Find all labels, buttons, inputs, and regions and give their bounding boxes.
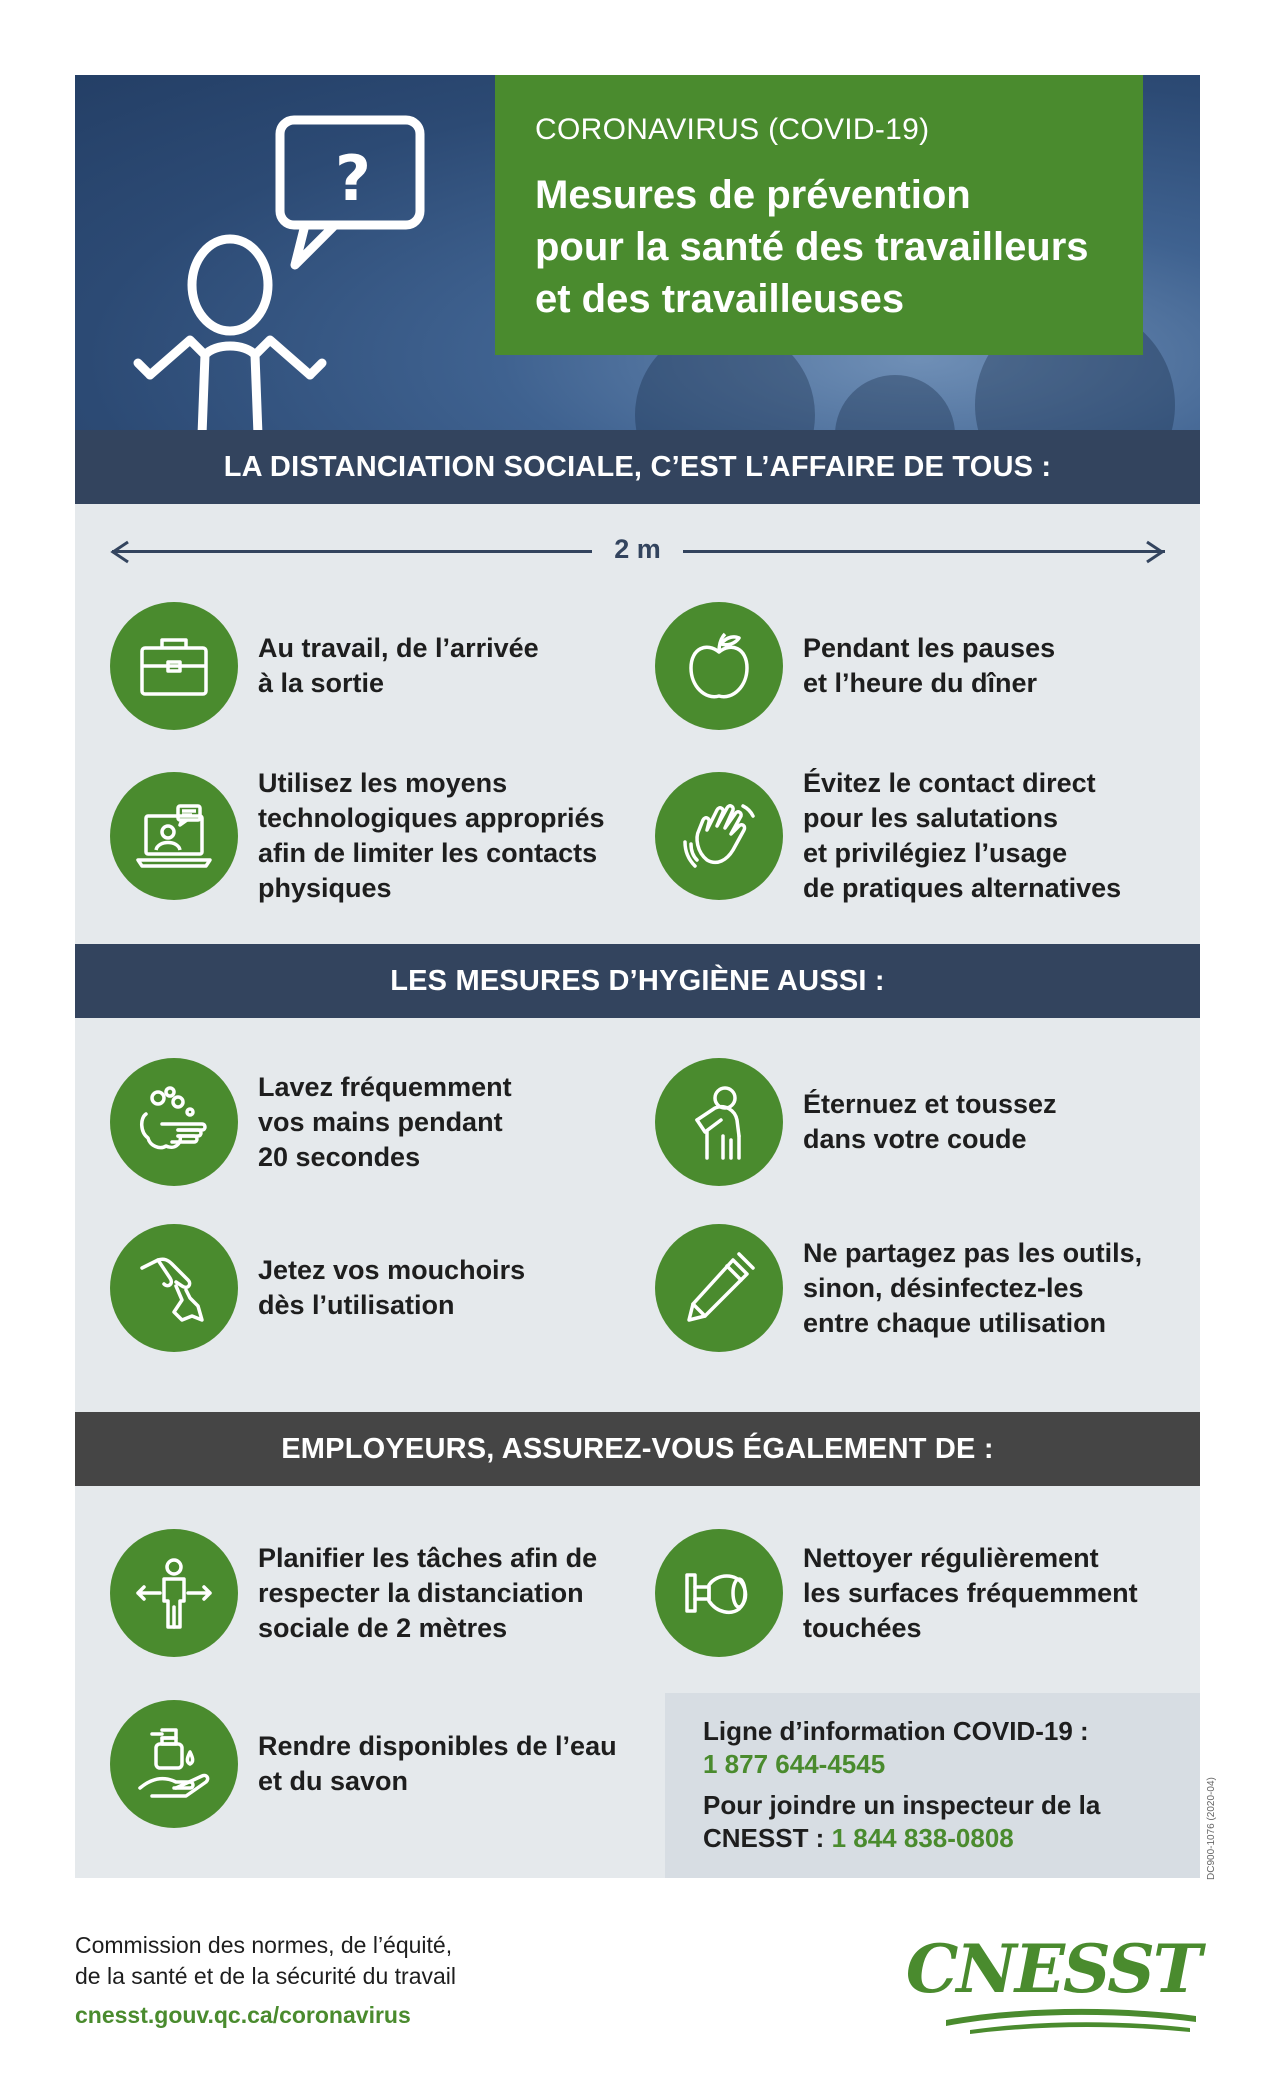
text-line: afin de limiter les contacts <box>258 838 598 868</box>
person-question-icon <box>130 115 430 430</box>
info-line-label: Pour joindre un inspecteur de la <box>703 1790 1101 1820</box>
text-line: touchées <box>803 1612 922 1643</box>
item-text <box>803 1087 1057 1157</box>
text-line: 20 secondes <box>258 1141 421 1172</box>
org-line: Commission des normes, de l’équité, <box>75 1932 453 1958</box>
info-label-cnesst: CNESST : <box>703 1823 832 1853</box>
text-line: Planifier les tâches afin de <box>258 1542 598 1573</box>
text-line: physiques <box>258 873 392 903</box>
text-line: Pendant les pauses <box>803 633 1056 663</box>
list-item <box>110 1700 655 1828</box>
text-line: technologiques appropriés <box>258 803 605 833</box>
distance-indicator <box>75 504 1200 596</box>
org-line: de la santé et de la sécurité du travail <box>75 1963 457 1989</box>
text-line: Ne partagez pas les outils, <box>803 1237 1143 1268</box>
list-item <box>110 596 655 736</box>
text-line: et privilégiez l’usage <box>803 838 1068 868</box>
text-line: pour les salutations <box>803 803 1059 833</box>
document-number: DC900-1076 (2020-04) <box>1206 1777 1217 1880</box>
distance-label: 2 m <box>614 534 661 564</box>
text-line: Éternuez et toussez <box>803 1089 1057 1119</box>
logo-wordmark: CNESST <box>905 1930 1200 2008</box>
section-header-employers: EMPLOYEURS, ASSUREZ-VOUS ÉGALEMENT DE : <box>75 1412 1200 1486</box>
item-text <box>258 1729 617 1799</box>
text-line: respecter la distanciation <box>258 1577 584 1608</box>
list-item <box>655 1224 1200 1352</box>
briefcase-icon <box>110 602 238 730</box>
laptop-video-icon <box>110 772 238 900</box>
distancing-grid <box>75 596 1200 936</box>
text-line: Nettoyer régulièrement <box>803 1542 1099 1573</box>
text-line: Jetez vos mouchoirs <box>258 1255 526 1285</box>
text-line: vos mains pendant <box>258 1106 503 1137</box>
tissue-icon <box>110 1224 238 1352</box>
text-line: Rendre disponibles de l’eau <box>258 1731 617 1761</box>
list-item <box>110 1224 655 1352</box>
headline <box>535 169 1103 325</box>
list-item <box>110 1529 655 1657</box>
list-item <box>655 1058 1200 1186</box>
hand-washing-icon <box>110 1058 238 1186</box>
website-link[interactable]: cnesst.gouv.qc.ca/coronavirus <box>75 2002 411 2028</box>
pen-tool-icon <box>655 1224 783 1352</box>
item-text <box>803 766 1121 906</box>
hero-banner <box>75 75 1200 430</box>
text-line: et l’heure du dîner <box>803 668 1038 698</box>
text-line: Lavez fréquemment <box>258 1071 512 1102</box>
sneeze-elbow-icon <box>655 1058 783 1186</box>
section-header-distancing: LA DISTANCIATION SOCIALE, C’EST L’AFFAIRE DE TOUS : <box>75 430 1200 504</box>
distancing-panel <box>75 504 1200 944</box>
svg-text:?: ? <box>335 142 371 215</box>
poster <box>75 75 1200 1878</box>
text-line: entre chaque utilisation <box>803 1307 1107 1338</box>
text-line: dans votre coude <box>803 1124 1027 1154</box>
text-line: de pratiques alternatives <box>803 873 1122 903</box>
list-item <box>655 736 1200 936</box>
item-text <box>258 766 605 906</box>
info-phone-covid[interactable]: 1 877 644-4545 <box>703 1749 886 1779</box>
text-line: à la sortie <box>258 668 385 698</box>
info-box <box>665 1693 1200 1878</box>
headline-line: Mesures de prévention <box>535 173 971 217</box>
item-text <box>803 631 1055 701</box>
text-line: les surfaces fréquemment <box>803 1577 1138 1608</box>
info-line-label: Ligne d’information COVID-19 : <box>703 1716 1089 1746</box>
item-text <box>258 1541 597 1646</box>
hygiene-panel <box>75 1018 1200 1412</box>
headline-line: et des travailleuses <box>535 277 905 321</box>
soap-dispenser-icon <box>110 1700 238 1828</box>
kicker: CORONAVIRUS (COVID-19) <box>535 113 930 146</box>
apple-icon <box>655 602 783 730</box>
arrow-right-icon <box>1145 540 1165 564</box>
list-item <box>110 736 655 936</box>
title-box <box>495 75 1143 355</box>
list-item <box>655 596 1200 736</box>
distance-line-right <box>683 550 1165 553</box>
text-line: sinon, désinfectez-les <box>803 1272 1084 1303</box>
headline-line: pour la santé des travailleurs <box>535 225 1089 269</box>
text-line: Évitez le contact direct <box>803 768 1096 798</box>
item-text <box>258 631 539 701</box>
waving-hand-icon <box>655 772 783 900</box>
list-item <box>110 1058 655 1186</box>
item-text <box>803 1236 1142 1341</box>
list-item <box>655 1529 1200 1657</box>
employers-panel <box>75 1486 1200 1878</box>
text-line: et du savon <box>258 1766 409 1796</box>
hygiene-grid <box>75 1058 1200 1352</box>
item-text <box>258 1070 512 1175</box>
text-line: sociale de 2 mètres <box>258 1612 508 1643</box>
text-line: Utilisez les moyens <box>258 768 508 798</box>
person-distance-icon <box>110 1529 238 1657</box>
logo-swoosh-icon <box>940 2000 1200 2036</box>
cnesst-logo <box>905 1930 1200 2040</box>
text-line: Au travail, de l’arrivée <box>258 633 539 663</box>
door-knob-icon <box>655 1529 783 1657</box>
info-line-inspector <box>703 1822 1162 1855</box>
item-text <box>258 1253 525 1323</box>
text-line: dès l’utilisation <box>258 1290 455 1320</box>
footer <box>75 1930 1200 2050</box>
item-text <box>803 1541 1138 1646</box>
section-header-hygiene: LES MESURES D’HYGIÈNE AUSSI : <box>75 944 1200 1018</box>
info-phone-inspector[interactable]: 1 844 838-0808 <box>831 1823 1014 1853</box>
